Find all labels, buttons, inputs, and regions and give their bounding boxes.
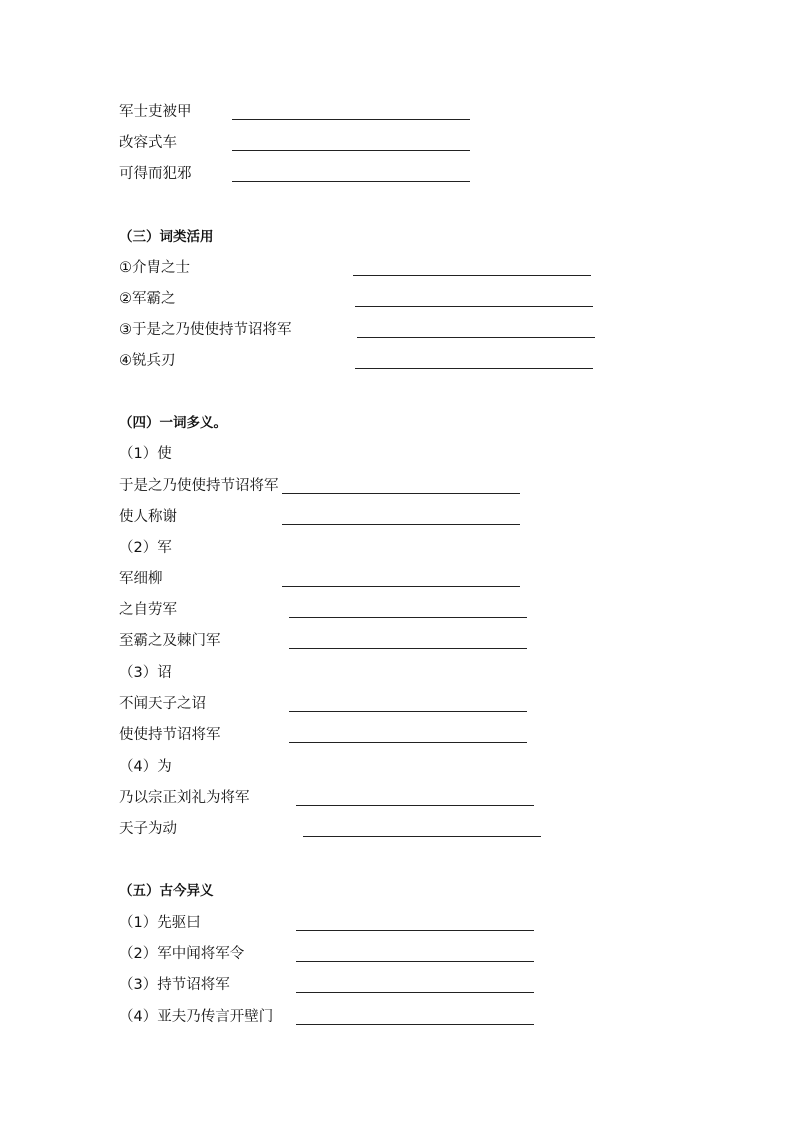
item-label: 可得而犯邪 — [119, 166, 192, 182]
fill-in-item — [119, 787, 679, 809]
fill-in-item — [119, 132, 679, 154]
section-4-heading: （四）一词多义。 — [119, 415, 227, 431]
item-label: （3）持节诏将军 — [119, 977, 230, 993]
item-label: 天子为动 — [119, 821, 177, 837]
sub-heading — [119, 662, 679, 684]
item-label: ③于是之乃使使持节诏将军 — [119, 322, 292, 338]
section-3-heading: （三）词类活用 — [119, 229, 214, 245]
item-label: 使使持节诏将军 — [119, 727, 221, 743]
section-heading — [119, 880, 679, 902]
fill-in-item — [119, 163, 679, 185]
fill-in-item — [119, 257, 679, 279]
item-label: 至霸之及棘门军 — [119, 633, 221, 649]
answer-blank[interactable] — [232, 119, 470, 120]
answer-blank[interactable] — [289, 742, 527, 743]
sub-heading — [119, 443, 679, 465]
group-label: （4）为 — [119, 759, 172, 775]
answer-blank[interactable] — [289, 648, 527, 649]
item-label: 不闻天子之诏 — [119, 696, 206, 712]
group-label: （3）诏 — [119, 665, 172, 681]
fill-in-item — [119, 974, 679, 996]
fill-in-item — [119, 475, 679, 497]
section-heading — [119, 226, 679, 248]
fill-in-item — [119, 630, 679, 652]
answer-blank[interactable] — [296, 930, 534, 931]
item-label: （1）先驱曰 — [119, 915, 201, 931]
item-label: ①介胄之士 — [119, 260, 190, 276]
fill-in-item — [119, 1006, 679, 1028]
answer-blank[interactable] — [289, 711, 527, 712]
fill-in-item — [119, 912, 679, 934]
answer-blank[interactable] — [282, 586, 520, 587]
item-label: 改容式车 — [119, 135, 177, 151]
item-label: （4）亚夫乃传言开壁门 — [119, 1009, 274, 1025]
item-label: 军细柳 — [119, 571, 163, 587]
fill-in-item — [119, 506, 679, 528]
answer-blank[interactable] — [296, 992, 534, 993]
section-5-heading: （五）古今异义 — [119, 883, 214, 899]
fill-in-item — [119, 350, 679, 372]
fill-in-item — [119, 943, 679, 965]
item-label: 乃以宗正刘礼为将军 — [119, 790, 250, 806]
item-label: ②军霸之 — [119, 291, 176, 307]
item-label: 于是之乃使使持节诏将军 — [119, 478, 279, 494]
answer-blank[interactable] — [303, 836, 541, 837]
answer-blank[interactable] — [289, 617, 527, 618]
answer-blank[interactable] — [296, 1024, 534, 1025]
fill-in-item — [119, 724, 679, 746]
sub-heading — [119, 756, 679, 778]
answer-blank[interactable] — [296, 805, 534, 806]
fill-in-item — [119, 568, 679, 590]
item-label: 军士吏被甲 — [119, 104, 192, 120]
answer-blank[interactable] — [296, 961, 534, 962]
fill-in-item — [119, 693, 679, 715]
answer-blank[interactable] — [282, 493, 520, 494]
section-heading — [119, 412, 679, 434]
fill-in-item — [119, 288, 679, 310]
item-label: ④锐兵刃 — [119, 353, 176, 369]
item-label: 使人称谢 — [119, 509, 177, 525]
fill-in-item — [119, 818, 679, 840]
answer-blank[interactable] — [357, 337, 595, 338]
group-label: （2）军 — [119, 540, 172, 556]
item-label: 之自劳军 — [119, 602, 177, 618]
fill-in-item — [119, 599, 679, 621]
answer-blank[interactable] — [232, 181, 470, 182]
item-label: （2）军中闻将军令 — [119, 946, 245, 962]
answer-blank[interactable] — [282, 524, 520, 525]
answer-blank[interactable] — [355, 306, 593, 307]
answer-blank[interactable] — [353, 275, 591, 276]
answer-blank[interactable] — [232, 150, 470, 151]
fill-in-item — [119, 101, 679, 123]
fill-in-item — [119, 319, 679, 341]
answer-blank[interactable] — [355, 368, 593, 369]
sub-heading — [119, 537, 679, 559]
group-label: （1）使 — [119, 446, 172, 462]
